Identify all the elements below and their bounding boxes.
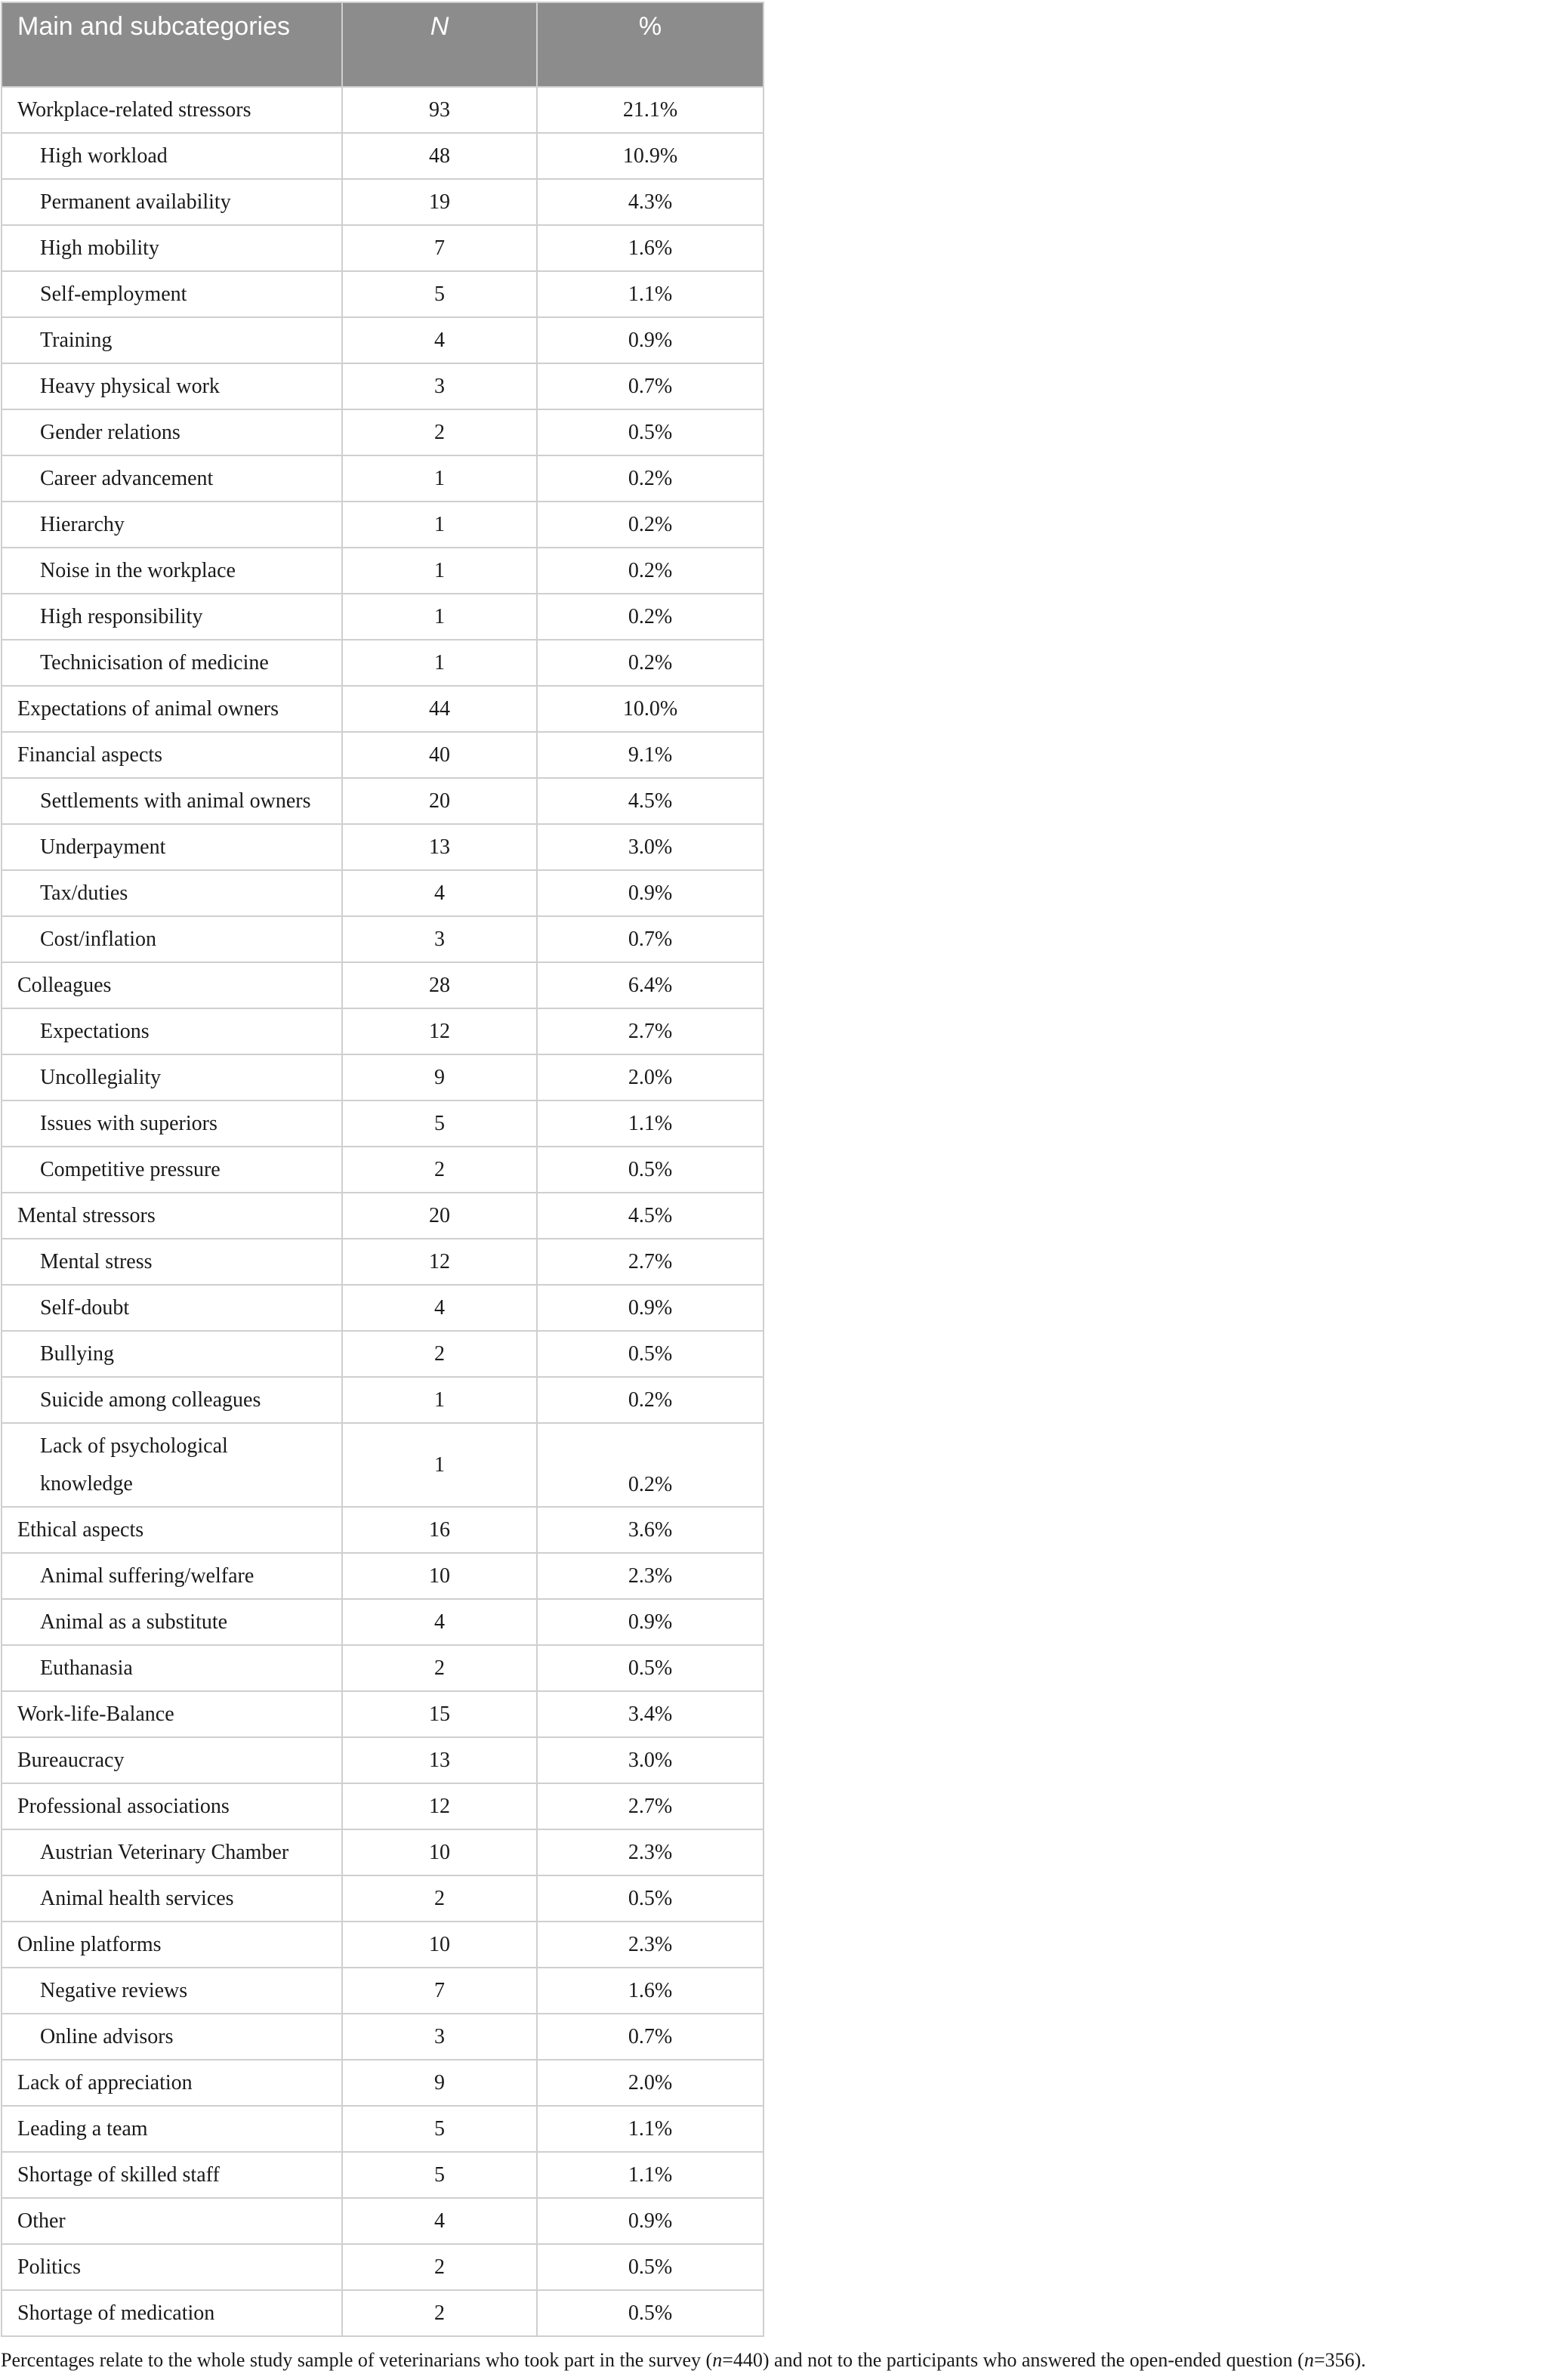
table-row-main-category (2, 1507, 764, 1553)
percent-cell: 0.2% (537, 1423, 764, 1507)
category-cell: Technicisation of medicine (2, 640, 342, 686)
count-cell: 5 (342, 2106, 537, 2152)
category-cell: Expectations (2, 1008, 342, 1054)
table-footnote (1, 2349, 1366, 2372)
percent-cell: 21.1% (537, 87, 764, 133)
percent-cell: 2.7% (537, 1008, 764, 1054)
table-row-main-category (2, 962, 764, 1008)
percent-cell: 4.5% (537, 1193, 764, 1239)
percent-cell: 0.5% (537, 1645, 764, 1691)
category-cell: Other (2, 2198, 342, 2244)
percent-cell: 1.1% (537, 2152, 764, 2198)
table-row-subcategory (2, 640, 764, 686)
table-row-main-category (2, 2152, 764, 2198)
category-cell: Lack of appreciation (2, 2060, 342, 2106)
count-cell: 3 (342, 916, 537, 962)
percent-cell: 0.9% (537, 870, 764, 916)
table-row-main-category (2, 1783, 764, 1829)
category-cell: Online platforms (2, 1922, 342, 1968)
count-cell: 9 (342, 1054, 537, 1100)
table-row-subcategory (2, 271, 764, 317)
footnote-text-2: =440) and not to the participants who answered the open-ended question ( (722, 2349, 1304, 2371)
percent-cell: 10.9% (537, 133, 764, 179)
table-row-subcategory (2, 409, 764, 455)
percent-cell: 0.2% (537, 594, 764, 640)
count-cell: 1 (342, 594, 537, 640)
category-cell: Mental stressors (2, 1193, 342, 1239)
table-row-subcategory (2, 1147, 764, 1193)
count-cell: 7 (342, 225, 537, 271)
table-row-subcategory (2, 1377, 764, 1423)
count-cell: 2 (342, 1331, 537, 1377)
table-row-subcategory (2, 1100, 764, 1147)
percent-cell: 0.9% (537, 1285, 764, 1331)
count-cell: 12 (342, 1008, 537, 1054)
count-cell: 20 (342, 778, 537, 824)
table-row-subcategory (2, 2014, 764, 2060)
percent-cell: 0.2% (537, 1377, 764, 1423)
category-cell: Hierarchy (2, 502, 342, 548)
stressor-table (1, 2, 764, 2337)
percent-cell: 1.6% (537, 225, 764, 271)
count-cell: 44 (342, 686, 537, 732)
count-cell: 1 (342, 1423, 537, 1507)
percent-cell: 1.1% (537, 1100, 764, 1147)
category-cell: Self-employment (2, 271, 342, 317)
percent-cell: 1.1% (537, 271, 764, 317)
category-cell: Bullying (2, 1331, 342, 1377)
footnote-text-1: Percentages relate to the whole study sample of veterinarians who took part in the survey ( (1, 2349, 713, 2371)
header-percent: % (537, 2, 764, 87)
table-row-subcategory (2, 133, 764, 179)
category-cell: Gender relations (2, 409, 342, 455)
count-cell: 2 (342, 1645, 537, 1691)
table-row-subcategory (2, 1054, 764, 1100)
count-cell: 13 (342, 824, 537, 870)
category-cell: Animal suffering/welfare (2, 1553, 342, 1599)
table-header (2, 2, 764, 87)
percent-cell: 0.9% (537, 1599, 764, 1645)
percent-cell: 2.0% (537, 2060, 764, 2106)
count-cell: 3 (342, 2014, 537, 2060)
table-row-subcategory (2, 1331, 764, 1377)
percent-cell: 3.4% (537, 1691, 764, 1737)
table-row-main-category (2, 2244, 764, 2290)
category-cell: Permanent availability (2, 179, 342, 225)
percent-cell: 0.5% (537, 1875, 764, 1922)
percent-cell: 0.2% (537, 455, 764, 502)
category-cell: Settlements with animal owners (2, 778, 342, 824)
table-row-subcategory (2, 1285, 764, 1331)
category-cell: Expectations of animal owners (2, 686, 342, 732)
count-cell: 10 (342, 1553, 537, 1599)
table-row-subcategory (2, 594, 764, 640)
count-cell: 1 (342, 640, 537, 686)
count-cell: 40 (342, 732, 537, 778)
count-cell: 2 (342, 2244, 537, 2290)
table-row-subcategory (2, 1875, 764, 1922)
percent-cell: 0.9% (537, 2198, 764, 2244)
table-row-subcategory (2, 502, 764, 548)
category-cell: Cost/inflation (2, 916, 342, 962)
count-cell: 4 (342, 2198, 537, 2244)
table-row-subcategory (2, 1599, 764, 1645)
percent-cell: 9.1% (537, 732, 764, 778)
count-cell: 7 (342, 1968, 537, 2014)
header-category: Main and subcategories (2, 2, 342, 87)
footnote-text-3: =356). (1313, 2349, 1366, 2371)
count-cell: 4 (342, 317, 537, 363)
category-cell: Suicide among colleagues (2, 1377, 342, 1423)
count-cell: 19 (342, 179, 537, 225)
table-row-subcategory (2, 1008, 764, 1054)
category-cell: Lack of psychological knowledge (2, 1423, 342, 1507)
count-cell: 12 (342, 1239, 537, 1285)
category-cell: Professional associations (2, 1783, 342, 1829)
percent-cell: 6.4% (537, 962, 764, 1008)
percent-cell: 0.7% (537, 916, 764, 962)
table-row-subcategory (2, 778, 764, 824)
count-cell: 16 (342, 1507, 537, 1553)
percent-cell: 10.0% (537, 686, 764, 732)
percent-cell: 3.0% (537, 824, 764, 870)
count-cell: 1 (342, 548, 537, 594)
count-cell: 1 (342, 455, 537, 502)
category-cell: Work-life-Balance (2, 1691, 342, 1737)
count-cell: 1 (342, 1377, 537, 1423)
table-row-subcategory (2, 916, 764, 962)
category-cell: Issues with superiors (2, 1100, 342, 1147)
count-cell: 2 (342, 1147, 537, 1193)
percent-cell: 0.2% (537, 502, 764, 548)
count-cell: 10 (342, 1829, 537, 1875)
category-cell: Shortage of skilled staff (2, 2152, 342, 2198)
percent-cell: 2.7% (537, 1239, 764, 1285)
percent-cell: 2.3% (537, 1922, 764, 1968)
table-row-subcategory (2, 1968, 764, 2014)
table-row-main-category (2, 2106, 764, 2152)
count-cell: 1 (342, 502, 537, 548)
table-row-subcategory (2, 317, 764, 363)
table-row-main-category (2, 732, 764, 778)
count-cell: 15 (342, 1691, 537, 1737)
percent-cell: 2.0% (537, 1054, 764, 1100)
table-row-subcategory (2, 1645, 764, 1691)
table-row-subcategory (2, 870, 764, 916)
percent-cell: 1.1% (537, 2106, 764, 2152)
category-cell: Negative reviews (2, 1968, 342, 2014)
table-row-main-category (2, 2060, 764, 2106)
category-cell: Noise in the workplace (2, 548, 342, 594)
percent-cell: 0.5% (537, 1147, 764, 1193)
count-cell: 3 (342, 363, 537, 409)
category-cell: Uncollegiality (2, 1054, 342, 1100)
count-cell: 13 (342, 1737, 537, 1783)
table-row-subcategory (2, 179, 764, 225)
category-cell: Ethical aspects (2, 1507, 342, 1553)
category-cell: Heavy physical work (2, 363, 342, 409)
category-cell: High responsibility (2, 594, 342, 640)
table-row-subcategory (2, 1829, 764, 1875)
percent-cell: 0.2% (537, 640, 764, 686)
table-row-subcategory (2, 1239, 764, 1285)
table-row-main-category (2, 1737, 764, 1783)
count-cell: 93 (342, 87, 537, 133)
percent-cell: 3.0% (537, 1737, 764, 1783)
percent-cell: 4.3% (537, 179, 764, 225)
category-cell: Self-doubt (2, 1285, 342, 1331)
percent-cell: 0.7% (537, 363, 764, 409)
category-cell: Mental stress (2, 1239, 342, 1285)
count-cell: 4 (342, 1285, 537, 1331)
table-row-subcategory (2, 1423, 764, 1507)
table-row-subcategory (2, 363, 764, 409)
table-row-main-category (2, 1193, 764, 1239)
footnote-n-symbol-1: n (712, 2349, 723, 2371)
category-cell: Politics (2, 2244, 342, 2290)
count-cell: 5 (342, 2152, 537, 2198)
table-row-subcategory (2, 824, 764, 870)
stressor-table-container (1, 2, 763, 2337)
header-n: N (342, 2, 537, 87)
table-row-main-category (2, 87, 764, 133)
table-row-subcategory (2, 455, 764, 502)
percent-cell: 0.7% (537, 2014, 764, 2060)
percent-cell: 0.5% (537, 2290, 764, 2336)
category-cell: High workload (2, 133, 342, 179)
category-cell: Bureaucracy (2, 1737, 342, 1783)
table-row-main-category (2, 1922, 764, 1968)
category-cell: Animal health services (2, 1875, 342, 1922)
category-cell: Colleagues (2, 962, 342, 1008)
count-cell: 12 (342, 1783, 537, 1829)
table-row-main-category (2, 1691, 764, 1737)
count-cell: 5 (342, 271, 537, 317)
category-cell: Training (2, 317, 342, 363)
count-cell: 4 (342, 1599, 537, 1645)
footnote-n-symbol-2: n (1303, 2349, 1314, 2371)
table-row-subcategory (2, 548, 764, 594)
category-cell: Austrian Veterinary Chamber (2, 1829, 342, 1875)
percent-cell: 0.5% (537, 409, 764, 455)
percent-cell: 0.5% (537, 1331, 764, 1377)
table-row-main-category (2, 2198, 764, 2244)
table-body (2, 87, 764, 2336)
count-cell: 2 (342, 2290, 537, 2336)
category-cell: High mobility (2, 225, 342, 271)
category-cell: Online advisors (2, 2014, 342, 2060)
category-cell: Underpayment (2, 824, 342, 870)
count-cell: 2 (342, 1875, 537, 1922)
percent-cell: 2.3% (537, 1829, 764, 1875)
percent-cell: 4.5% (537, 778, 764, 824)
percent-cell: 3.6% (537, 1507, 764, 1553)
percent-cell: 0.9% (537, 317, 764, 363)
count-cell: 48 (342, 133, 537, 179)
count-cell: 2 (342, 409, 537, 455)
count-cell: 9 (342, 2060, 537, 2106)
category-cell: Shortage of medication (2, 2290, 342, 2336)
table-row-subcategory (2, 1553, 764, 1599)
count-cell: 5 (342, 1100, 537, 1147)
category-cell: Competitive pressure (2, 1147, 342, 1193)
table-row-subcategory (2, 225, 764, 271)
category-cell: Workplace-related stressors (2, 87, 342, 133)
header-row (2, 2, 764, 87)
category-cell: Career advancement (2, 455, 342, 502)
count-cell: 4 (342, 870, 537, 916)
percent-cell: 1.6% (537, 1968, 764, 2014)
percent-cell: 2.3% (537, 1553, 764, 1599)
percent-cell: 0.5% (537, 2244, 764, 2290)
category-cell: Tax/duties (2, 870, 342, 916)
table-row-main-category (2, 2290, 764, 2336)
category-cell: Animal as a substitute (2, 1599, 342, 1645)
category-cell: Euthanasia (2, 1645, 342, 1691)
category-cell: Financial aspects (2, 732, 342, 778)
count-cell: 28 (342, 962, 537, 1008)
count-cell: 10 (342, 1922, 537, 1968)
percent-cell: 2.7% (537, 1783, 764, 1829)
percent-cell: 0.2% (537, 548, 764, 594)
category-cell: Leading a team (2, 2106, 342, 2152)
count-cell: 20 (342, 1193, 537, 1239)
table-row-main-category (2, 686, 764, 732)
